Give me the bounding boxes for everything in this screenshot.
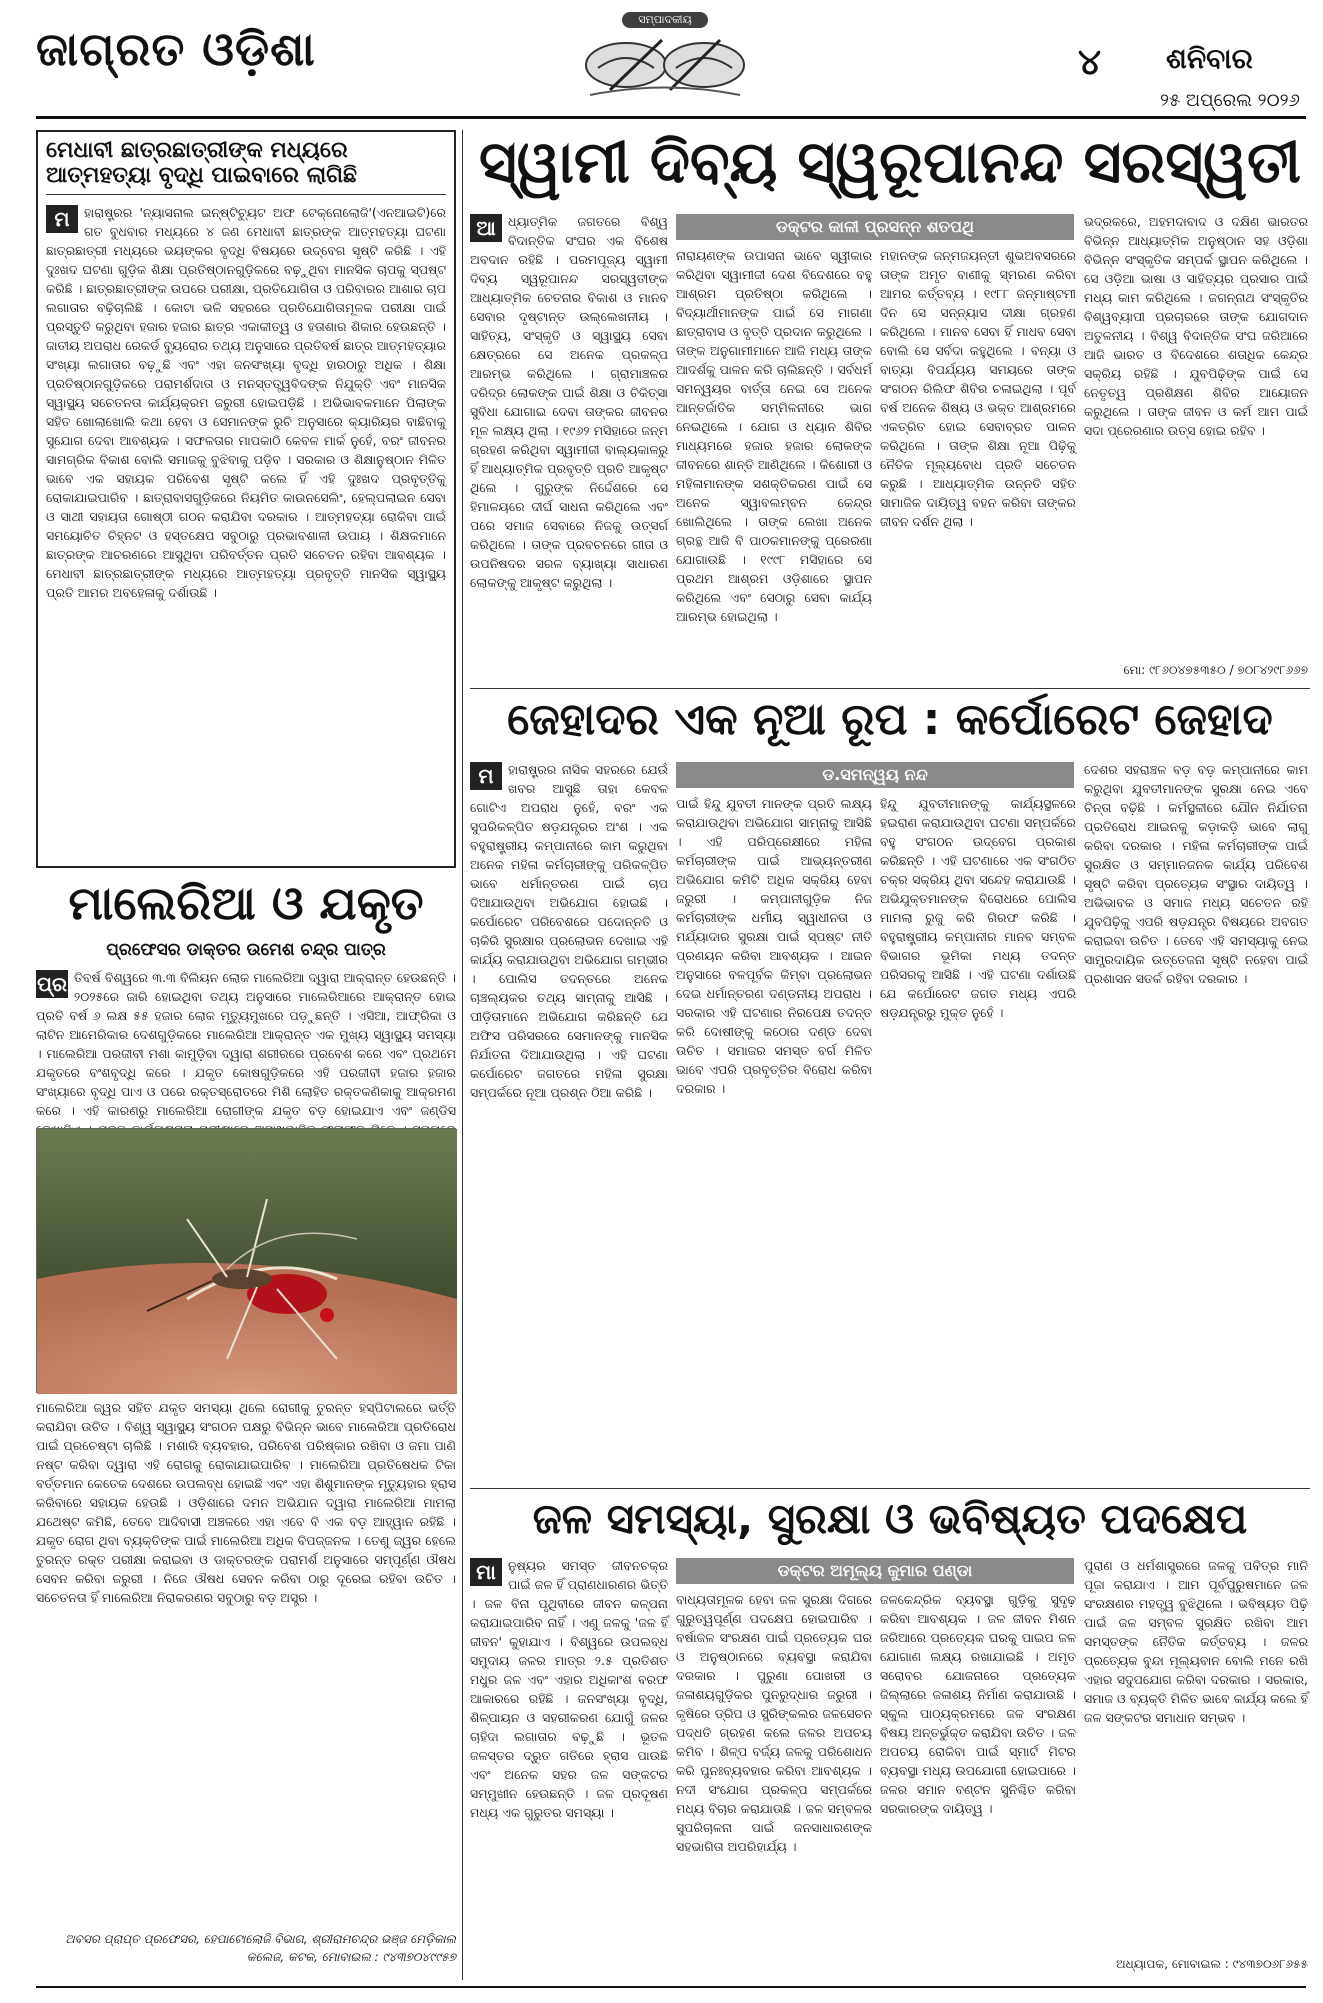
swami-col-3: ମହାନଙ୍କ ଜନ୍ମଜୟନ୍ତୀ ଶୁଭଅବସରରେ ତାଙ୍କ ଅମୃତ ବାଣୀକୁ ସ୍ମରଣ କରିବା ଆମର କର୍ତ୍ତବ୍ୟ । ୧୯୮୮ ଜନ୍ମାଷ୍ଟମୀ ଦିନ ସେ ସନ୍ନ୍ୟାସ ଦୀକ୍ଷା ଗ୍ରହଣ କରିଥିଲେ । ମାନବ ସେବା ହିଁ ମାଧବ ସେବା ବୋଲି ସେ ସର୍ବଦା କହୁଥିଲେ । ବନ୍ୟା ଓ ବାତ୍ୟା ବିପର୍ଯ୍ୟୟ ସମୟରେ ତାଙ୍କ ସଂଗଠନ ରିଲିଫ ଶିବିର ଚଳାଇଥିଲା । ପୂର୍ବ ବର୍ଷ ଅନେକ ଶିଷ୍ୟ ଓ ଭକ୍ତ ଆଶ୍ରମରେ ଏକତ୍ରିତ ହୋଇ ସେବାବ୍ରତ ପାଳନ କରିଥିଲେ । ତାଙ୍କ ଶିକ୍ଷା ନୂଆ ପିଢ଼ିକୁ ନୈତିକ ମୂଲ୍ୟବୋଧ ପ୍ରତି ସଚେତନ କରୁଛି । ଆଧ୍ୟାତ୍ମିକ ଉନ୍ନତି ସହିତ ସାମାଜିକ ଦାୟିତ୍ୱ ବହନ କରିବା ତାଙ୍କର ଜୀବନ ଦର୍ଶନ ଥିଲା । xyxy=(880,248,1076,529)
jehad-col-3: ହିନ୍ଦୁ ଯୁବତୀମାନଙ୍କୁ କାର୍ଯ୍ୟସ୍ଥଳରେ ହଇରାଣ କରାଯାଉଥିବା ଘଟଣା ସମ୍ପର୍କରେ ବହୁ ସଂଗଠନ ଉଦ୍‌ବେଗ ପ୍ରକାଶ କରିଛନ୍ତି । ଏହି ଘଟଣାରେ ଏକ ସଂଗଠିତ ଚକ୍ର ସକ୍ରିୟ ଥିବା ସନ୍ଦେହ କରାଯାଉଛି । ଅଭିଯୁକ୍ତମାନଙ୍କ ବିରୋଧରେ ପୋଲିସ ମାମଲା ରୁଜୁ କରି ଗିରଫ କରିଛି । ବହୁରାଷ୍ଟ୍ରୀୟ କମ୍ପାନୀର ମାନବ ସମ୍ବଳ ବିଭାଗର ଭୂମିକା ମଧ୍ୟ ତଦନ୍ତ ପରିସରକୁ ଆସିଛି । ଏହି ଘଟଣା ଦର୍ଶାଉଛି ଯେ କର୍ପୋରେଟ ଜଗତ ମଧ୍ୟ ଏପରି ଷଡ଼ଯନ୍ତ୍ରରୁ ମୁକ୍ତ ନୁହେଁ । xyxy=(880,796,1076,1020)
water-col-2: ବାଧ୍ୟତାମୂଳକ ହେବା ଜଳ ସୁରକ୍ଷା ଦିଗରେ ଗୁରୁତ୍ୱପୂର୍ଣ୍ଣ ପଦକ୍ଷେପ ହୋଇପାରିବ । ବର୍ଷାଜଳ ସଂରକ୍ଷଣ ପାଇଁ ପ୍ରତ୍ୟେକ ଘର ଓ ଅନୁଷ୍ଠାନରେ ବ୍ୟବସ୍ଥା କରାଯିବା ଦରକାର । ପୁରୁଣା ପୋଖରୀ ଓ ଜଳାଶୟଗୁଡ଼ିକର ପୁନରୁଦ୍ଧାର ଜରୁରୀ । କୃଷିରେ ଡ୍ରିପ ଓ ସ୍ପ୍ରିଙ୍କଲର ଜଳସେଚନ ପଦ୍ଧତି ଗ୍ରହଣ କଲେ ଜଳର ଅପଚୟ କମିବ । ଶିଳ୍ପ ବର୍ଜ୍ୟ ଜଳକୁ ପରିଶୋଧନ କରି ପୁନଃବ୍ୟବହାର କରିବା ଆବଶ୍ୟକ । ନଦୀ ସଂଯୋଗ ପ୍ରକଳ୍ପ ସମ୍ପର୍କରେ ମଧ୍ୟ ବିଚାର କରାଯାଉଛି । ଜଳ ସମ୍ବଳର ସୁପରିଚାଳନା ପାଇଁ ଜନସାଧାରଣଙ୍କ ସହଭାଗିତା ଅପରିହାର୍ଯ୍ୟ । xyxy=(676,1592,872,1854)
malaria-body-top: ପ୍ର ତିବର୍ଷ ବିଶ୍ୱରେ ୩.୩ ବିଲିୟନ ଲୋକ ମାଲେରିଆ ଦ୍ୱାରା ଆକ୍ରାନ୍ତ ହେଉଛନ୍ତି । ୨୦୨୫ରେ ଜାରି ହୋଇଥିବା ତଥ୍ୟ ଅନୁସାରେ ମାଲେରିଆରେ ଆକ୍ରାନ୍ତ ହୋଇ ପ୍ରତି ବର୍ଷ ୬ ଲକ୍ଷ ୫୫ ହଜାର ଲୋକ ମୃତ୍ୟୁମୁଖରେ ପଡ଼ୁଛନ୍ତି । ଏସିଆ, ଆଫ୍ରିକା ଓ ଲାଟିନ ଆମେରିକାର ଦେଶଗୁଡ଼ିକରେ ମାଲେରିଆ ଆକ୍ରାନ୍ତ ଏକ ମୁଖ୍ୟ ସ୍ୱାସ୍ଥ୍ୟ ସମସ୍ୟା । ମାଲେରିଆ ପରଜୀବୀ ମଶା କାମୁଡ଼ିବା ଦ୍ୱାରା ଶରୀରରେ ପ୍ରବେଶ କରେ ଏବଂ ପ୍ରଥମେ ଯକୃତରେ ବଂଶବୃଦ୍ଧି କରେ । ଯକୃତ କୋଷଗୁଡ଼ିକରେ ଏହି ପରଜୀବୀ ହଜାର ହଜାର ସଂଖ୍ୟାରେ ବୃଦ୍ଧି ପାଏ ଓ ପରେ ରକ୍ତସ୍ରୋତରେ ମିଶି ଲୋହିତ ରକ୍ତକଣିକାକୁ ଆକ୍ରମଣ କରେ । ଏହି କାରଣରୁ ମାଲେରିଆ ରୋଗୀଙ୍କ ଯକୃତ ବଡ଼ ହୋଇଯାଏ ଏବଂ ଜଣ୍ଡିସ xyxy=(36,970,456,1118)
footer-rule xyxy=(36,1986,1306,1988)
section-rule xyxy=(470,688,1310,689)
water-col-4: ପୁରାଣ ଓ ଧର୍ମଶାସ୍ତ୍ରରେ ଜଳକୁ ପବିତ୍ର ମାନି ପୂଜା କରାଯାଏ । ଆମ ପୂର୍ବପୁରୁଷମାନେ ଜଳ ସଂରକ୍ଷଣର ମହତ୍ତ୍ୱ ବୁଝିଥିଲେ । ଭବିଷ୍ୟତ ପିଢ଼ି ପାଇଁ ଜଳ ସମ୍ବଳ ସୁରକ୍ଷିତ ରଖିବା ଆମ ସମସ୍ତଙ୍କ ନୈତିକ କର୍ତ୍ତବ୍ୟ । ଜଳର ପ୍ରତ୍ୟେକ ବୁନ୍ଦା ମୂଲ୍ୟବାନ ବୋଲି ମନେ ରଖି ଏହାର ସଦୁପଯୋଗ କରିବା ଦରକାର । ସରକାର, ସମାଜ ଓ ବ୍ୟକ୍ତି ମିଳିତ ଭାବେ କାର୍ଯ୍ୟ କଲେ ହିଁ ଜଳ ସଙ୍କଟର ସମାଧାନ ସମ୍ଭବ । xyxy=(1084,1558,1308,1725)
column-divider xyxy=(462,130,463,1980)
jehad-col-2: ପାଇଁ ହିନ୍ଦୁ ଯୁବତୀ ମାନଙ୍କ ପ୍ରତି ଲକ୍ଷ୍ୟ କରାଯାଉଥିବା ଅଭିଯୋଗ ସାମ୍ନାକୁ ଆସିଛି । ଏହି ପରିପ୍ରେକ୍ଷୀରେ ମହିଳା କର୍ମଚାରୀଙ୍କ ପାଇଁ ଆଭ୍ୟନ୍ତରୀଣ ଅଭିଯୋଗ କମିଟି ଅଧିକ ସକ୍ରିୟ ହେବା ଜରୁରୀ । କମ୍ପାନୀଗୁଡ଼ିକ ନିଜ କର୍ମଚାରୀଙ୍କ ଧର୍ମୀୟ ସ୍ୱାଧୀନତା ଓ ମର୍ଯ୍ୟାଦାର ସୁରକ୍ଷା ପାଇଁ ସ୍ପଷ୍ଟ ନୀତି ପ୍ରଣୟନ କରିବା ଆବଶ୍ୟକ । ଆଇନ ଅନୁସାରେ ବଳପୂର୍ବକ କିମ୍ବା ପ୍ରଲୋଭନ ଦେଇ ଧର୍ମାନ୍ତରଣ ଦଣ୍ଡନୀୟ ଅପରାଧ । ସରକାର ଏହି ଘଟଣାର ନିରପେକ୍ଷ ତଦନ୍ତ କରି ଦୋଷୀଙ୍କୁ କଠୋର ଦଣ୍ଡ ଦେବା ଉଚିତ । ସମାଜର ସମସ୍ତ ବର୍ଗ ମିଳିତ ଭାବେ ଏପରି ପ୍ରବୃତ୍ତିର ବିରୋଧ କରିବା ଦରକାର । xyxy=(676,796,872,1096)
swami-col-1: ଆ ଧ୍ୟାତ୍ମିକ ଜଗତରେ ବିଶ୍ୱ ବିଦାନ୍ତିକ ସଂଘର ଏକ ବିଶେଷ ଅବଦାନ ରହିଛି । ପରମପୂଜ୍ୟ ସ୍ୱାମୀ ଦିବ୍ୟ ସ୍ୱରୂପାନନ୍ଦ ସରସ୍ୱତୀଙ୍କ ଆଧ୍ୟାତ୍ମିକ ଚେତନାର ବିକାଶ ଓ ମାନବ ସେବାର ଦୃଷ୍ଟାନ୍ତ ଉଲ୍ଲେଖନୀୟ । ସାହିତ୍ୟ, ସଂସ୍କୃତି ଓ ସ୍ୱାସ୍ଥ୍ୟ ସେବା କ୍ଷେତ୍ରରେ ସେ ଅନେକ ପ୍ରକଳ୍ପ ଆରମ୍ଭ କରିଥିଲେ । ଗ୍ରାମାଞ୍ଚଳର ଦରିଦ୍ର ଲୋକଙ୍କ ପାଇଁ ଶିକ୍ଷା ଓ ଚିକିତ୍ସା ସୁବିଧା ଯୋଗାଇ ଦେବା ତାଙ୍କର ଜୀବନର ମୂଳ ଲକ୍ଷ୍ୟ ଥିଲା । ୧୯୬୨ ମସିହାରେ ଜନ୍ମ ଗ୍ରହଣ କରିଥିବା ସ୍ୱାମୀଜୀ ବାଲ୍ୟକାଳରୁ ହିଁ ଆଧ୍ୟାତ୍ମିକ ପ୍ରବୃତ୍ତି ପ୍ରତି ଆକୃଷ୍ଟ ଥିଲେ । ଗୁରୁଙ୍କ ନିର୍ଦ୍ଦେଶରେ ସେ ହିମାଳୟରେ ଦୀର୍ଘ ସାଧନା କରିଥିଲେ ଏବଂ ପରେ ସମାଜ ସେବାରେ ନିଜକୁ ଉତ୍ସର୍ଗ କରିଥିଲେ । ତାଙ୍କ ପ୍ରବଚନରେ ଗୀତା ଓ ଉପନିଷଦର ସରଳ ବ୍ୟାଖ୍ୟା ସାଧାରଣ ଲୋକଙ୍କୁ ଆକୃଷ୍ଟ କରୁଥିଲା । xyxy=(470,214,668,590)
section-rule xyxy=(470,1488,1310,1489)
weekday: ଶନିବାର xyxy=(1166,42,1253,75)
jehad-col-4: ଦେଶର ସହରାଞ୍ଚଳ ବଡ଼ ବଡ଼ କମ୍ପାନୀରେ କାମ କରୁଥିବା ଯୁବତୀମାନଙ୍କ ସୁରକ୍ଷା ନେଇ ଏବେ ଚିନ୍ତା ବଢ଼ିଛି । କର୍ମସ୍ଥଳୀରେ ଯୌନ ନିର୍ଯାତନା ପ୍ରତିରୋଧ ଆଇନକୁ କଡ଼ାକଡ଼ି ଭାବେ ଲାଗୁ କରିବା ଦରକାର । ମହିଳା କର୍ମଚାରୀଙ୍କ ପାଇଁ ସୁରକ୍ଷିତ ଓ ସମ୍ମାନଜନକ କାର୍ଯ୍ୟ ପରିବେଶ ସୃଷ୍ଟି କରିବା ପ୍ରତ୍ୟେକ ସଂସ୍ଥାର ଦାୟିତ୍ୱ । ଅଭିଭାବକ ଓ ସମାଜ ମଧ୍ୟ ସଚେତନ ରହି ଯୁବପିଢ଼ିକୁ ଏପରି ଷଡ଼ଯନ୍ତ୍ର ବିଷୟରେ ଅବଗତ କରାଇବା ଉଚିତ । ତେବେ ଏହି ସମସ୍ୟାକୁ ନେଇ ସାମ୍ପ୍ରଦାୟିକ ଉତ୍ତେଜନା ସୃଷ୍ଟି ନହେବା ପାଇଁ ପ୍ରଶାସନ ସତର୍କ ରହିବା ଦରକାର । xyxy=(1084,762,1308,986)
newspaper-title: ଜାଗ୍ରତ ଓଡ଼ିଶା xyxy=(36,22,316,76)
article-headline: ମେଧାବୀ ଛାତ୍ରଛାତ୍ରୀଙ୍କ ମଧ୍ୟରେ ଆତ୍ମହତ୍ୟା ବୃଦ୍ଧି ପାଇବାରେ ଲାଗିଛି xyxy=(46,138,446,195)
article-headline-swami: ସ୍ୱାମୀ ଦିବ୍ୟ ସ୍ୱରୂପାନନ୍ଦ ସରସ୍ୱତୀ xyxy=(478,128,1301,196)
editorial-label: ସମ୍ପାଦକୀୟ xyxy=(622,12,708,28)
water-col-1: ମା ନୁଷ୍ୟର ସମସ୍ତ ଜୀବନଚକ୍ର ପାଇଁ ଜଳ ହିଁ ପ୍ରାଣଧାରଣର ଭିତ୍ତି । ଜଳ ବିନା ପୃଥିବୀରେ ଜୀବନ କଳ୍ପନା କରାଯାଇପାରିବ ନାହିଁ । ଏଣୁ ଜଳକୁ 'ଜଳ ହିଁ ଜୀବନ' କୁହାଯାଏ । ବିଶ୍ୱରେ ଉପଲବ୍ଧ ସମୁଦାୟ ଜଳର ମାତ୍ର ୨.୫ ପ୍ରତିଶତ ମଧୁର ଜଳ ଏବଂ ଏହାର ଅଧିକାଂଶ ବରଫ ଆକାରରେ ରହିଛି । ଜନସଂଖ୍ୟା ବୃଦ୍ଧି, ଶିଳ୍ପାୟନ ଓ ସହରୀକରଣ ଯୋଗୁଁ ଜଳର ଚାହିଦା ଲଗାତାର ବଢ଼ୁଛି । ଭୂତଳ ଜଳସ୍ତର ଦ୍ରୁତ ଗତିରେ ହ୍ରାସ ପାଉଛି ଏବଂ ଅନେକ ସହର ଜଳ ସଙ୍କଟର ସମ୍ମୁଖୀନ ହେଉଛନ୍ତି । ଜଳ ପ୍ରଦୂଷଣ ମଧ୍ୟ ଏକ ଗୁରୁତର ସମସ୍ୟା । xyxy=(470,1558,668,1820)
swami-col-4: ଭଦ୍ରକରେ, ଅହମଦାବାଦ ଓ ଦକ୍ଷିଣ ଭାରତର ବିଭିନ୍ନ ଆଧ୍ୟାତ୍ମିକ ଅନୁଷ୍ଠାନ ସହ ଓଡ଼ିଶା ବିଭିନ୍ନ ସଂସ୍କୃତିକ ସମ୍ପର୍କ ସ୍ଥାପନ କରିଥିଲେ । ସେ ଓଡ଼ିଆ ଭାଷା ଓ ସାହିତ୍ୟର ପ୍ରସାର ପାଇଁ ମଧ୍ୟ କାମ କରିଥିଲେ । ଜଗନ୍ନାଥ ସଂସ୍କୃତିର ବିଶ୍ୱବ୍ୟାପୀ ପ୍ରଚାରରେ ତାଙ୍କ ଯୋଗଦାନ ଅତୁଳନୀୟ । ବିଶ୍ୱ ବିଦାନ୍ତିକ ସଂଘ ଜରିଆରେ ଆଜି ଭାରତ ଓ ବିଦେଶରେ ଶତାଧିକ କେନ୍ଦ୍ର ସକ୍ରିୟ ରହିଛି । ଯୁବପିଢ଼ିଙ୍କ ପାଇଁ ସେ ନେତୃତ୍ୱ ପ୍ରଶିକ୍ଷଣ ଶିବିର ଆୟୋଜନ କରୁଥିଲେ । ତାଙ୍କ ଜୀବନ ଓ କର୍ମ ଆମ ପାଇଁ ସଦା ପ୍ରେରଣାର ଉତ୍ସ ହୋଇ ରହିବ । xyxy=(1084,214,1308,438)
byline-malaria: ପ୍ରଫେସର ଡାକ୍ତର ଉମେଶ ଚନ୍ଦ୍ର ପାତ୍ର xyxy=(106,940,386,960)
dropcap: ମା xyxy=(470,1558,502,1586)
dropcap: ଆ xyxy=(470,214,502,242)
page-number: ୪ xyxy=(1078,42,1102,83)
contact-swami: ମୋ: ୯୮୬୦୪୭୫୩୫୦ / ୭୦୮୪୨୯୮୬୬୭ xyxy=(1123,663,1308,677)
article-headline-malaria: ମାଲେରିଆ ଓ ଯକୃତ xyxy=(68,876,424,930)
mosquito-image xyxy=(37,1129,457,1394)
article-headline-jehad: ଜେହାଦର ଏକ ନୂଆ ରୂପ : କର୍ପୋରେଟ ଜେହାଦ xyxy=(507,694,1273,745)
dropcap: ମ xyxy=(46,205,78,233)
byline-swami: ଡକ୍ଟର କାଳୀ ପ୍ରସନ୍ନ ଶତପଥି xyxy=(676,214,1074,240)
author-note-water: ଅଧ୍ୟାପକ, ମୋବାଇଲ : ୯୪୩୭୦୬୮୬୫୫ xyxy=(1116,1957,1308,1971)
byline-jehad: ଡ.ସମନ୍ୱୟ ନନ୍ଦ xyxy=(676,762,1074,788)
mosquito-photo xyxy=(36,1128,456,1393)
article-student-suicide xyxy=(36,130,456,868)
jehad-col-1: ମ ହାରାଷ୍ଟ୍ରର ନାସିକ ସହରରେ ଯେଉଁ ଖବର ଆସୁଛି ତାହା କେବଳ ଗୋଟିଏ ଅପରାଧ ନୁହେଁ, ବରଂ ଏକ ସୁପରିକଳ୍ପିତ ଷଡ଼ଯନ୍ତ୍ରର ଅଂଶ । ଏକ ବହୁରାଷ୍ଟ୍ରୀୟ କମ୍ପାନୀରେ କାମ କରୁଥିବା ଅନେକ ମହିଳା କର୍ମଚାରୀଙ୍କୁ ପରିକଳ୍ପିତ ଭାବେ ଧର୍ମାନ୍ତରଣ ପାଇଁ ଚାପ ଦିଆଯାଉଥିବା ଅଭିଯୋଗ ହୋଇଛି । କର୍ପୋରେଟ ପରିବେଶରେ ପଦୋନ୍ନତି ଓ ଚାକିରି ସୁରକ୍ଷାର ପ୍ରଲୋଭନ ଦେଖାଇ ଏହି କାର୍ଯ୍ୟ କରାଯାଉଥିବା ଅଭିଯୋଗ ଗମ୍ଭୀର । ପୋଲିସ ତଦନ୍ତରେ ଅନେକ ଚାଞ୍ଚଲ୍ୟକର ତଥ୍ୟ ସାମ୍ନାକୁ ଆସିଛି । ପୀଡ଼ିତାମାନେ ଅଭିଯୋଗ କରିଛନ୍ତି ଯେ ଅଫିସ ପରିସରରେ ସେମାନଙ୍କୁ ମାନସିକ ନିର୍ଯାତନା ଦିଆଯାଉଥିଲା । ଏହି ଘଟଣା କର୍ପୋରେଟ ଜଗତରେ ମହିଳା ସୁରକ୍ଷା ସମ୍ପର୍କରେ ନୂଆ ପ୍ରଶ୍ନ ଠିଆ କରିଛି । xyxy=(470,762,668,1100)
byline-water: ଡକ୍ଟର ଅମୂଲ୍ୟ କୁମାର ପଣ୍ଡା xyxy=(676,1558,1074,1584)
dropcap: ମ xyxy=(470,762,502,790)
malaria-body-bottom: ମାଲେରିଆ ଜ୍ୱର ସହିତ ଯକୃତ ସମସ୍ୟା ଥିଲେ ରୋଗୀକୁ ତୁରନ୍ତ ହସ୍ପିଟାଲରେ ଭର୍ତ୍ତି କରାଯିବା ଉଚିତ । ବିଶ୍ୱ ସ୍ୱାସ୍ଥ୍ୟ ସଂଗଠନ ପକ୍ଷରୁ ବିଭିନ୍ନ ଭାବେ ମାଲେରିଆ ପ୍ରତିରୋଧ ପାଇଁ ପ୍ରଚେଷ୍ଟା ଚାଲିଛି । ମଶାରି ବ୍ୟବହାର, ପରିବେଶ ପରିଷ୍କାର ରଖିବା ଓ ଜମା ପାଣି ନଷ୍ଟ କରିବା ଦ୍ୱାରା ଏହି ରୋଗକୁ ରୋକାଯାଇପାରିବ । ମାଲେରିଆ ପ୍ରତିଷେଧକ ଟିକା ବର୍ତ୍ତମାନ କେତେକ ଦେଶରେ ଉପଲବ୍ଧ ହୋଇଛି ଏବଂ ଏହା ଶିଶୁମାନଙ୍କ ମୃତ୍ୟୁହାର ହ୍ରାସ କରିବାରେ ସହାୟକ ହେଉଛି । ଓଡ଼ିଶାରେ ଦମନ ଅଭିଯାନ ଦ୍ୱାରା ମାଲେରିଆ ମାମଲା ଯଥେଷ୍ଟ କମିଛି, ତେବେ ଆଦିବାସୀ ଅଞ୍ଚଳରେ ଏହା ଏବେ ବି ଏକ ବଡ଼ ଆହ୍ୱାନ ରହିଛି । ଯକୃତ ରୋଗ ଥିବା ବ୍ୟକ୍ତିଙ୍କ ପାଇଁ ମାଲେରିଆ ଅଧିକ ବିପଜ୍ଜନକ । ତେଣୁ ଜ୍ୱର ହେଲେ ତୁରନ୍ତ ରକ୍ତ ପରୀକ୍ଷା କରାଇବା ଓ ଡାକ୍ତରଙ୍କ ପରାମର୍ଶ ଅନୁସାରେ ସମ୍ପୂର୍ଣ୍ଣ ଔଷଧ ସେବନ କରିବା ଜରୁରୀ । ନିଜେ ଔଷଧ ସେବନ କରିବା ଠାରୁ ଦୂରେଇ ରହିବା ଉଚିତ । ସଚେତନତା ହିଁ ମାଲେରିଆ ନିରାକରଣର ସବୁଠାରୁ ବଡ଼ ଅସ୍ତ୍ର । xyxy=(36,1400,456,1605)
masthead-rule xyxy=(36,116,1306,119)
article-body-text: ହାରାଷ୍ଟ୍ରର 'ନ୍ୟାସନାଲ ଇନ୍‌ଷ୍ଟିଚ୍ୟୁଟ ଅଫ ଟେକ୍ନୋଲୋଜି'(ଏନଆଇଟି)ରେ ଗତ ବୁଧବାର ମଧ୍ୟରେ ୪ ଜଣ ମେଧାବୀ ଛାତ୍ରଙ୍କ ଆତ୍ମହତ୍ୟା ଘଟଣା ଛାତ୍ରଛାତ୍ରୀ ମଧ୍ୟରେ ଭୟଙ୍କର ବୃଦ୍ଧି ବିଷୟରେ ଉଦ୍‌ବେଗ ସୃଷ୍ଟି କରିଛି । ଏହି ଦୁଃଖଦ ଘଟଣା ଗୁଡ଼ିକ ଶିକ୍ଷା ପ୍ରତିଷ୍ଠାନଗୁଡ଼ିକରେ ବଢ଼ୁଥିବା ମାନସିକ ଚାପକୁ ସ୍ପଷ୍ଟ କରିଛି । ଛାତ୍ରଛାତ୍ରୀଙ୍କ ଉପରେ ପରୀକ୍ଷା, ପ୍ରତିଯୋଗିତା ଓ ପରିବାରର ଆଶାର ଚାପ ଲଗାତାର ବଢ଼ିଚାଲିଛି । କୋଟା ଭଳି ସହରରେ ପ୍ରତିଯୋଗିତାମୂଳକ ପରୀକ୍ଷା ପାଇଁ ପ୍ରସ୍ତୁତି କରୁଥିବା ହଜାର ହଜାର ଛାତ୍ର ଏକାକୀତ୍ୱ ଓ ହତାଶାର ଶିକାର ହେଉଛନ୍ତି । ଜାତୀୟ ଅପରାଧ ରେକର୍ଡ ବ୍ୟୁରୋର ତଥ୍ୟ ଅନୁସାରେ ପ୍ରତିବର୍ଷ ଛାତ୍ର ଆତ୍ମହତ୍ୟାର ସଂଖ୍ୟା ଲଗାତାର ବଢ଼ୁଛି ଏବଂ ଏହା ଜନସଂଖ୍ୟା ବୃଦ୍ଧି ହାରଠାରୁ ଅଧିକ । ଶିକ୍ଷା ପ୍ରତିଷ୍ଠାନଗୁଡ଼ିକରେ ପରାମର୍ଶଦାତା ଓ ମନସ୍ତତ୍ତ୍ୱବିଦଙ୍କ ନିଯୁକ୍ତି ଏବଂ ମାନସିକ ସ୍ୱାସ୍ଥ୍ୟ ସଚେତନତା କାର୍ଯ୍ୟକ୍ରମ ଜରୁରୀ ହୋଇପଡ଼ିଛି । ଅଭିଭାବକମାନେ ପିଲାଙ୍କ ସହିତ ଖୋଲାଖୋଲି କଥା ହେବା ଓ ସେମାନଙ୍କ ରୁଚି ଅନୁସାରେ କ୍ୟାରିୟର ବାଛିବାକୁ ସୁଯୋଗ ଦେବା ଆବଶ୍ୟକ । ସଫଳତାର ମାପକାଠି କେବଳ ମାର୍କ ନୁହେଁ, ବରଂ ଜୀବନର ସାମଗ୍ରିକ ବିକାଶ ବୋଲି ସମାଜକୁ ବୁଝିବାକୁ ପଡ଼ିବ । ସରକାର ଓ ଶିକ୍ଷାନୁଷ୍ଠାନ ମିଳିତ ଭାବେ ଏକ ସହାୟକ ପରିବେଶ ସୃଷ୍ଟି କଲେ ହିଁ ଏହି ଦୁଃଖଦ ପ୍ରବୃତ୍ତିକୁ ରୋକାଯାଇପାରିବ । ଛାତ୍ରାବାସଗୁଡ଼ିକରେ ନିୟମିତ କାଉନସେଲିଂ, ହେଲ୍‌ପଲାଇନ ସେବା ଓ ସାଥୀ ସହାୟତା ଗୋଷ୍ଠୀ ଗଠନ କରାଯିବା ଦରକାର । ଆତ୍ମହତ୍ୟା ରୋକିବା ପାଇଁ ସମୟୋଚିତ ଚିହ୍ନଟ ଓ ହସ୍ତକ୍ଷେପ ସବୁଠାରୁ ପ୍ରଭାବଶାଳୀ ଉପାୟ । ଶିକ୍ଷକମାନେ ଛାତ୍ରଙ୍କ ଆଚରଣରେ ଆସୁଥିବା ପରିବର୍ତ୍ତନ ପ୍ରତି ସଚେତନ ରହିବା ଆବଶ୍ୟକ । ମେଧାବୀ ଛାତ୍ରଛାତ୍ରୀଙ୍କ ମଧ୍ୟରେ ଆତ୍ମହତ୍ୟା ପ୍ରବୃତ୍ତି ମାନସିକ ସ୍ୱାସ୍ଥ୍ୟ ପ୍ରତି ଆମର ଅବହେଳାକୁ ଦର୍ଶାଉଛି । xyxy=(46,205,446,600)
editorial-logo xyxy=(570,10,760,102)
swami-col-2: ନାରାୟଣଙ୍କ ଉପାସନା ଭାବେ ସ୍ୱୀକାର କରିଥିବା ସ୍ୱାମୀଜୀ ଦେଶ ବିଦେଶରେ ବହୁ ଆଶ୍ରମ ପ୍ରତିଷ୍ଠା କରିଥିଲେ । ବିଦ୍ୟାର୍ଥୀମାନଙ୍କ ପାଇଁ ସେ ମାଗଣା ଛାତ୍ରାବାସ ଓ ବୃତ୍ତି ପ୍ରଦାନ କରୁଥିଲେ । ତାଙ୍କ ଅନୁଗାମୀମାନେ ଆଜି ମଧ୍ୟ ତାଙ୍କ ଆଦର୍ଶକୁ ପାଳନ କରି ଚାଲିଛନ୍ତି । ସର୍ବଧର୍ମ ସମନ୍ୱୟର ବାର୍ତ୍ତା ନେଇ ସେ ଅନେକ ଆନ୍ତର୍ଜାତିକ ସମ୍ମିଳନୀରେ ଭାଗ ନେଇଥିଲେ । ଯୋଗ ଓ ଧ୍ୟାନ ଶିବିର ମାଧ୍ୟମରେ ହଜାର ହଜାର ଲୋକଙ୍କ ଜୀବନରେ ଶାନ୍ତି ଆଣିଥିଲେ । କିଶୋରୀ ଓ ମହିଳାମାନଙ୍କ ସଶକ୍ତିକରଣ ପାଇଁ ସେ ଅନେକ ସ୍ୱାବଲମ୍ବନ କେନ୍ଦ୍ର ଖୋଲିଥିଲେ । ତାଙ୍କ ଲେଖା ଅନେକ ଗ୍ରନ୍ଥ ଆଜି ବି ପାଠକମାନଙ୍କୁ ପ୍ରେରଣା ଯୋଗାଉଛି । ୧୯୯୮ ମସିହାରେ ସେ ପ୍ରଥମ ଆଶ୍ରମ ଓଡ଼ିଶାରେ ସ୍ଥାପନ କରିଥିଲେ ଏବଂ ସେଠାରୁ ସେବା କାର୍ଯ୍ୟ ଆରମ୍ଭ ହୋଇଥିଲା । xyxy=(676,248,872,624)
water-col-3: ଜଳକେନ୍ଦ୍ରିକ ବ୍ୟବସ୍ଥା ଗୁଡ଼ିକୁ ସୁଦୃଢ଼ କରିବା ଆବଶ୍ୟକ । ଜଳ ଜୀବନ ମିଶନ ଜରିଆରେ ପ୍ରତ୍ୟେକ ଘରକୁ ପାଇପ ଜଳ ଯୋଗାଣ ଲକ୍ଷ୍ୟ ରଖାଯାଇଛି । ଅମୃତ ସରୋବର ଯୋଜନାରେ ପ୍ରତ୍ୟେକ ଜିଲ୍ଲାରେ ଜଳାଶୟ ନିର୍ମାଣ କରାଯାଉଛି । ସ୍କୁଲ ପାଠ୍ୟକ୍ରମରେ ଜଳ ସଂରକ୍ଷଣ ବିଷୟ ଅନ୍ତର୍ଭୁକ୍ତ କରାଯିବା ଉଚିତ । ଜଳ ଅପଚୟ ରୋକିବା ପାଇଁ ସ୍ମାର୍ଟ ମିଟର ବ୍ୟବସ୍ଥା ମଧ୍ୟ ଉପଯୋଗୀ ହୋଇପାରେ । ଜଳର ସମାନ ବଣ୍ଟନ ସୁନିଶ୍ଚିତ କରିବା ସରକାରଙ୍କ ଦାୟିତ୍ୱ । xyxy=(880,1592,1076,1816)
dropcap: ପ୍ର xyxy=(36,972,68,996)
author-note-malaria: ଅବସର ପ୍ରାପ୍ତ ପ୍ରଫେସର, ହେପାଟୋଲୋଜି ବିଭାଗ, ଶ୍ରୀରାମଚନ୍ଦ୍ର ଭଞ୍ଜ ମେଡ଼ିକାଲ କଲେଜ, କଟକ, ମୋବାଇଲ : ୯୪୩୭୦୪୯୯୫୭ xyxy=(65,1932,456,1964)
issue-date: ୨୫ ଅପ୍ରେଲ ୨୦୨୬ xyxy=(1160,90,1300,111)
article-body xyxy=(46,203,446,871)
article-headline-water: ଜଳ ସମସ୍ୟା, ସୁରକ୍ଷା ଓ ଭବିଷ୍ୟତ ପଦକ୍ଷେପ xyxy=(532,1494,1248,1543)
